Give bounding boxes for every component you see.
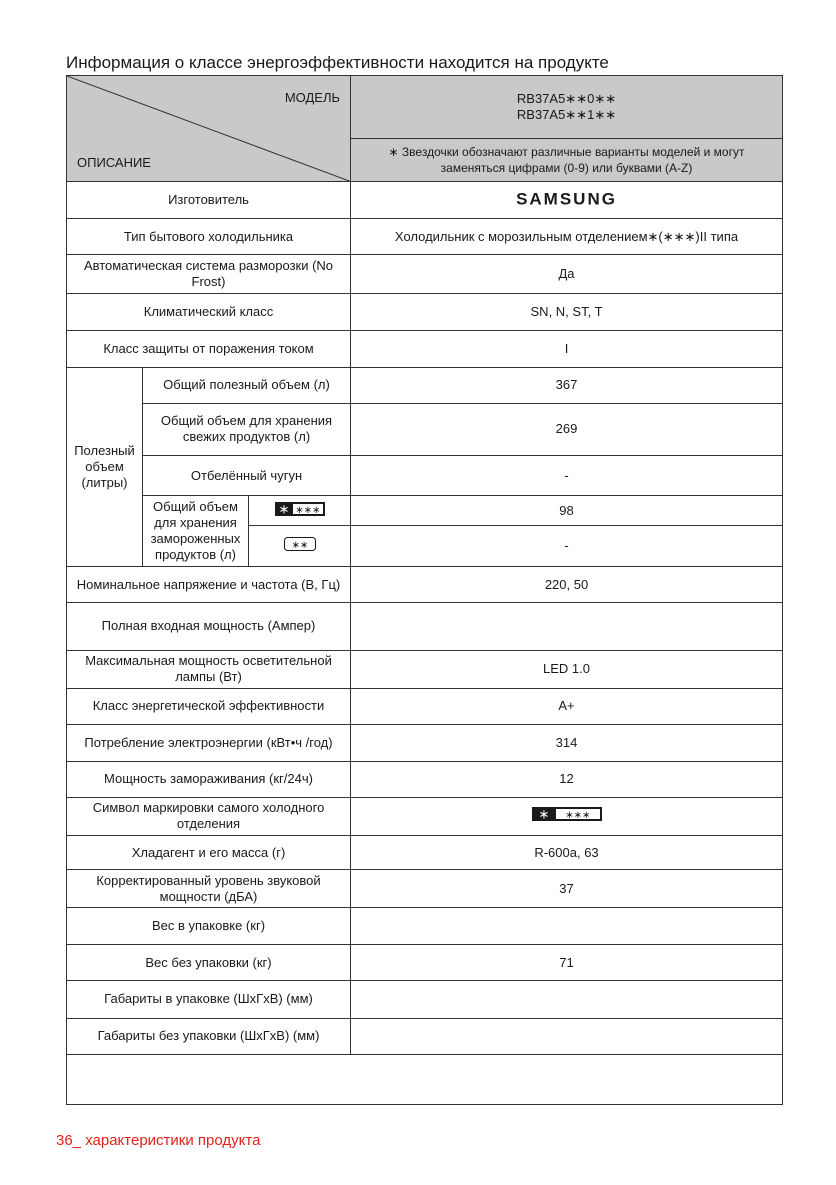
row-value: R-600a, 63 xyxy=(351,836,783,870)
row-label: Класс защиты от поражения током xyxy=(67,330,351,367)
table-row xyxy=(67,945,783,981)
row-label: Символ маркировки самого холодного отделения xyxy=(67,797,351,835)
table-row xyxy=(67,908,783,945)
table-row xyxy=(67,182,783,219)
svg-text:∗: ∗ xyxy=(538,807,549,822)
row-value xyxy=(351,908,783,945)
svg-text:∗∗∗: ∗∗∗ xyxy=(294,504,321,516)
table-row xyxy=(67,724,783,761)
svg-text:∗∗∗: ∗∗∗ xyxy=(564,810,591,822)
row-value: LED 1.0 xyxy=(351,650,783,688)
row-value: SN, N, ST, T xyxy=(351,293,783,330)
empty-footer-cell xyxy=(67,1054,783,1104)
frozen-volume-label: Общий объем для хранения замороженных продуктов (л) xyxy=(143,496,249,567)
table-row xyxy=(67,330,783,367)
model-names xyxy=(351,76,783,139)
row-value: 367 xyxy=(351,367,783,403)
table-row xyxy=(67,688,783,724)
table-row xyxy=(67,1018,783,1054)
row-value: - xyxy=(351,526,783,567)
row-value: - xyxy=(351,456,783,496)
row-label: Тип бытового холодильника xyxy=(67,219,351,255)
table-row xyxy=(67,293,783,330)
svg-text:∗∗: ∗∗ xyxy=(291,540,308,552)
model-name: RB37A5∗∗0∗∗ xyxy=(516,91,617,107)
two-star-freezer-icon xyxy=(284,537,316,555)
four-star-symbol-cell xyxy=(249,496,351,526)
table-row xyxy=(67,761,783,797)
table-row xyxy=(67,603,783,650)
table-row xyxy=(67,981,783,1018)
table-row xyxy=(67,219,783,255)
model-header-label: МОДЕЛЬ xyxy=(284,90,341,105)
row-label: Изготовитель xyxy=(67,182,351,219)
row-label: Автоматическая система разморозки (No Frost) xyxy=(67,255,351,293)
two-star-symbol-cell xyxy=(249,526,351,567)
model-variant-note: ∗ Звездочки обозначают различные варианты моделей и могут заменяться цифрами (0-9) или буквами (A-Z) xyxy=(351,139,783,182)
row-label: Общий объем для хранения свежих продуктов (л) xyxy=(143,403,351,455)
table-row xyxy=(67,650,783,688)
table-row xyxy=(67,456,783,496)
table-row xyxy=(67,797,783,835)
four-star-freezer-icon xyxy=(532,807,602,825)
row-value: 269 xyxy=(351,403,783,455)
table-row xyxy=(67,367,783,403)
volume-group-label: Полезный объем (литры) xyxy=(67,367,143,567)
row-value: 12 xyxy=(351,761,783,797)
specifications-table xyxy=(66,75,783,1105)
row-label: Потребление электроэнергии (кВт•ч /год) xyxy=(67,724,351,761)
page-title: Информация о классе энергоэффективности находится на продукте xyxy=(66,53,609,72)
row-value: A+ xyxy=(351,688,783,724)
row-label: Полная входная мощность (Ампер) xyxy=(67,603,351,650)
row-label: Климатический класс xyxy=(67,293,351,330)
row-label: Корректированный уровень звуковой мощности (дБА) xyxy=(67,870,351,908)
row-value xyxy=(351,797,783,835)
page-footer: 36_ характеристики продукта xyxy=(56,1132,261,1149)
row-value: Да xyxy=(351,255,783,293)
table-row xyxy=(67,496,783,526)
row-value: I xyxy=(351,330,783,367)
row-value xyxy=(351,1018,783,1054)
table-row xyxy=(67,870,783,908)
row-value: 314 xyxy=(351,724,783,761)
row-value: 98 xyxy=(351,496,783,526)
row-value: 220, 50 xyxy=(351,567,783,603)
row-value xyxy=(351,603,783,650)
row-label: Вес в упаковке (кг) xyxy=(67,908,351,945)
row-value: 37 xyxy=(351,870,783,908)
table-row xyxy=(67,255,783,293)
row-label: Максимальная мощность осветительной лампы (Вт) xyxy=(67,650,351,688)
row-label: Мощность замораживания (кг/24ч) xyxy=(67,761,351,797)
model-name: RB37A5∗∗1∗∗ xyxy=(516,107,617,123)
table-row xyxy=(67,403,783,455)
four-star-freezer-icon xyxy=(275,502,325,520)
row-label: Хладагент и его масса (г) xyxy=(67,836,351,870)
row-value: Холодильник с морозильным отделением∗(∗∗∗)II типа xyxy=(351,219,783,255)
row-value: 71 xyxy=(351,945,783,981)
row-label: Номинальное напряжение и частота (В, Гц) xyxy=(67,567,351,603)
table-header-corner xyxy=(67,76,351,182)
row-label: Класс энергетической эффективности xyxy=(67,688,351,724)
row-label: Отбелённый чугун xyxy=(143,456,351,496)
table-row xyxy=(67,836,783,870)
row-label: Вес без упаковки (кг) xyxy=(67,945,351,981)
table-row xyxy=(67,567,783,603)
row-label: Габариты без упаковки (ШхГхВ) (мм) xyxy=(67,1018,351,1054)
description-header-label: ОПИСАНИЕ xyxy=(77,155,151,171)
row-value xyxy=(351,182,783,219)
row-label: Габариты в упаковке (ШхГхВ) (мм) xyxy=(67,981,351,1018)
samsung-logo: SAMSUNG xyxy=(516,190,617,209)
row-label: Общий полезный объем (л) xyxy=(143,367,351,403)
row-value xyxy=(351,981,783,1018)
table-row xyxy=(67,1054,783,1104)
svg-text:∗: ∗ xyxy=(278,502,289,516)
